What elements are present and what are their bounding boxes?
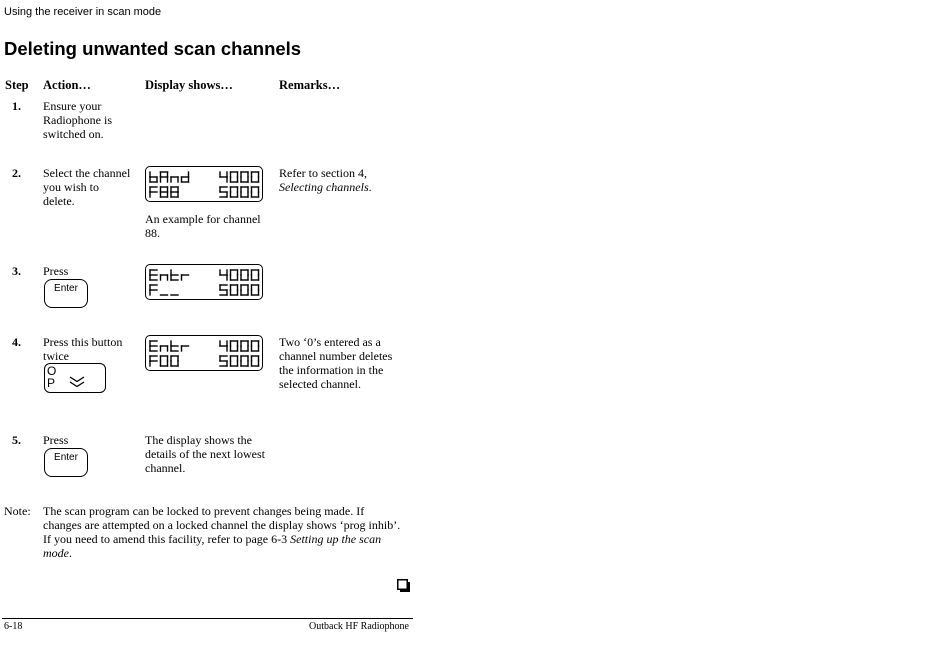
page-title: Deleting unwanted scan channels bbox=[4, 38, 302, 59]
step-number: 4. bbox=[12, 335, 21, 349]
step-remarks: Two ‘0’s entered as a channel number deletes the information in the selected channel. bbox=[279, 335, 393, 391]
step-action: Ensure your Radiophone is switched on. bbox=[43, 99, 112, 141]
step-action: Press bbox=[43, 264, 69, 278]
button-label-p: P bbox=[47, 376, 56, 390]
step-action: Select the channel you wish to delete. bbox=[43, 166, 131, 208]
column-header-remarks: Remarks… bbox=[279, 78, 341, 92]
end-of-section-square-icon bbox=[397, 579, 410, 592]
section-reference: Selecting channels bbox=[279, 180, 369, 194]
double-chevron-down-icon bbox=[69, 376, 85, 388]
step-number: 3. bbox=[12, 264, 21, 278]
lcd-display bbox=[145, 335, 263, 371]
enter-button: Enter bbox=[44, 279, 88, 308]
button-label-o: O bbox=[47, 364, 57, 378]
step-action: Press this button twice bbox=[43, 335, 123, 363]
footer-rule bbox=[2, 618, 413, 619]
step-number: 5. bbox=[12, 433, 21, 447]
op-scroll-button bbox=[44, 363, 106, 393]
lcd-display bbox=[145, 166, 263, 202]
step-action: Press bbox=[43, 433, 69, 447]
display-caption: An example for channel 88. bbox=[145, 212, 261, 240]
product-name: Outback HF Radiophone bbox=[309, 621, 409, 632]
column-header-action: Action… bbox=[43, 78, 91, 92]
note-label: Note: bbox=[4, 504, 31, 518]
step-number: 2. bbox=[12, 166, 21, 180]
running-head: Using the receiver in scan mode bbox=[4, 6, 162, 18]
column-header-display: Display shows… bbox=[145, 78, 233, 92]
step-remarks: Refer to section 4, Selecting channels. bbox=[279, 166, 372, 194]
display-description: The display shows the details of the next lowest channel. bbox=[145, 433, 265, 475]
enter-button: Enter bbox=[44, 448, 88, 477]
page-number: 6-18 bbox=[4, 621, 23, 632]
note-text: The scan program can be locked to prevent changes being made. If changes are attempted on a locked channel the display shows ‘prog inhib’. If you need to amend this facility, refer to page 6-3 Setting up the scan mode. bbox=[43, 504, 401, 560]
step-number: 1. bbox=[12, 99, 21, 113]
lcd-display bbox=[145, 264, 263, 300]
column-header-step: Step bbox=[5, 78, 29, 92]
